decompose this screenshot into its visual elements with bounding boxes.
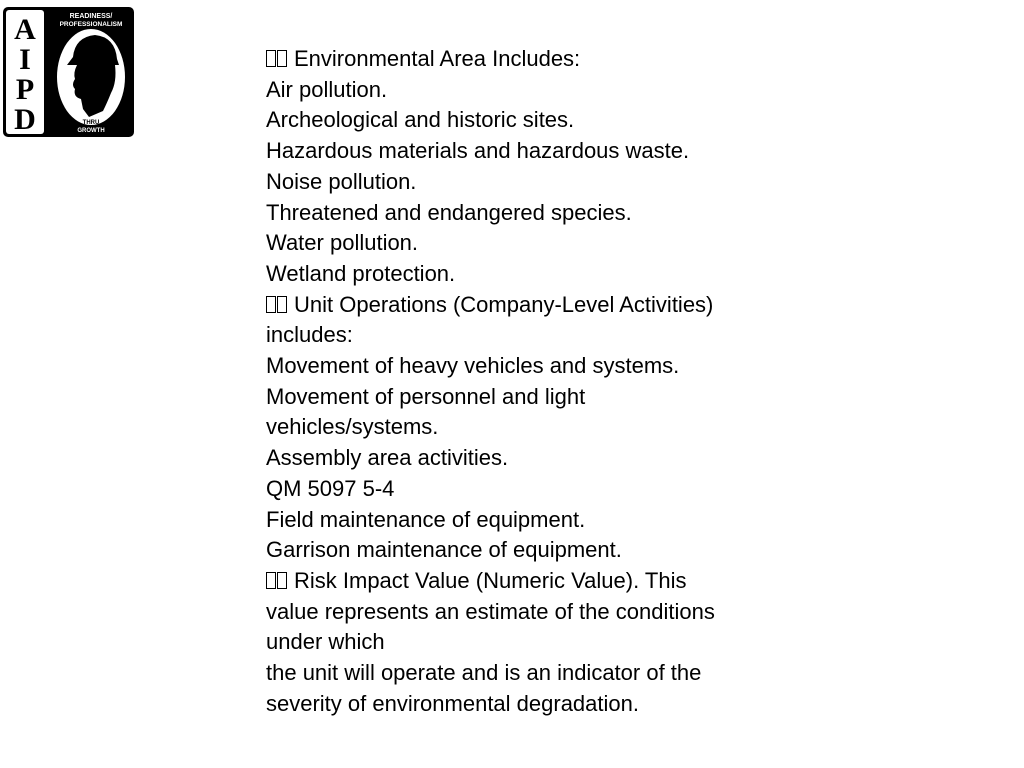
text-line: value represents an estimate of the conditions [266,598,715,624]
text-line: Air pollution. [266,76,388,102]
aipd-logo [3,7,134,137]
text-line: Movement of personnel and light [266,383,586,409]
logo-letter-d: D [14,103,36,136]
missing-glyph-boxes-icon [266,44,288,75]
text-line: Threatened and endangered species. [266,199,632,225]
text-line: the unit will operate and is an indicator of the [266,660,702,686]
text-line: Movement of heavy vehicles and systems. [266,353,680,379]
text-line: Risk Impact Value (Numeric Value). This [266,566,766,597]
text-line: Archeological and historic sites. [266,107,575,133]
text-line: under which [266,629,385,655]
logo-top-text-2: PROFESSIONALISM [59,21,123,28]
slide-body-text [266,44,766,719]
text-line: Assembly area activities. [266,445,509,471]
text-line: QM 5097 5-4 [266,475,395,501]
logo-top-text-1: READINESS/ [69,13,113,20]
text-line: Water pollution. [266,230,419,256]
logo-bottom-text-1: THRU [82,120,100,126]
text-line: Noise pollution. [266,168,417,194]
text-line: Hazardous materials and hazardous waste. [266,138,690,164]
text-line: Field maintenance of equipment. [266,506,586,532]
text-line: includes: [266,322,353,348]
missing-glyph-boxes-icon [266,290,288,321]
text-line: severity of environmental degradation. [266,690,639,716]
logo-letter-p: P [15,73,35,106]
text-line: Environmental Area Includes: [266,44,766,75]
logo-bottom-text-2: GROWTH [77,128,105,134]
text-line: Wetland protection. [266,260,456,286]
logo-letter-i: I [19,43,31,76]
text-line: vehicles/systems. [266,414,439,440]
text-line: Garrison maintenance of equipment. [266,537,622,563]
logo-letter-a: A [14,13,36,46]
text-line: Unit Operations (Company-Level Activities) [266,290,766,321]
missing-glyph-boxes-icon [266,566,288,597]
